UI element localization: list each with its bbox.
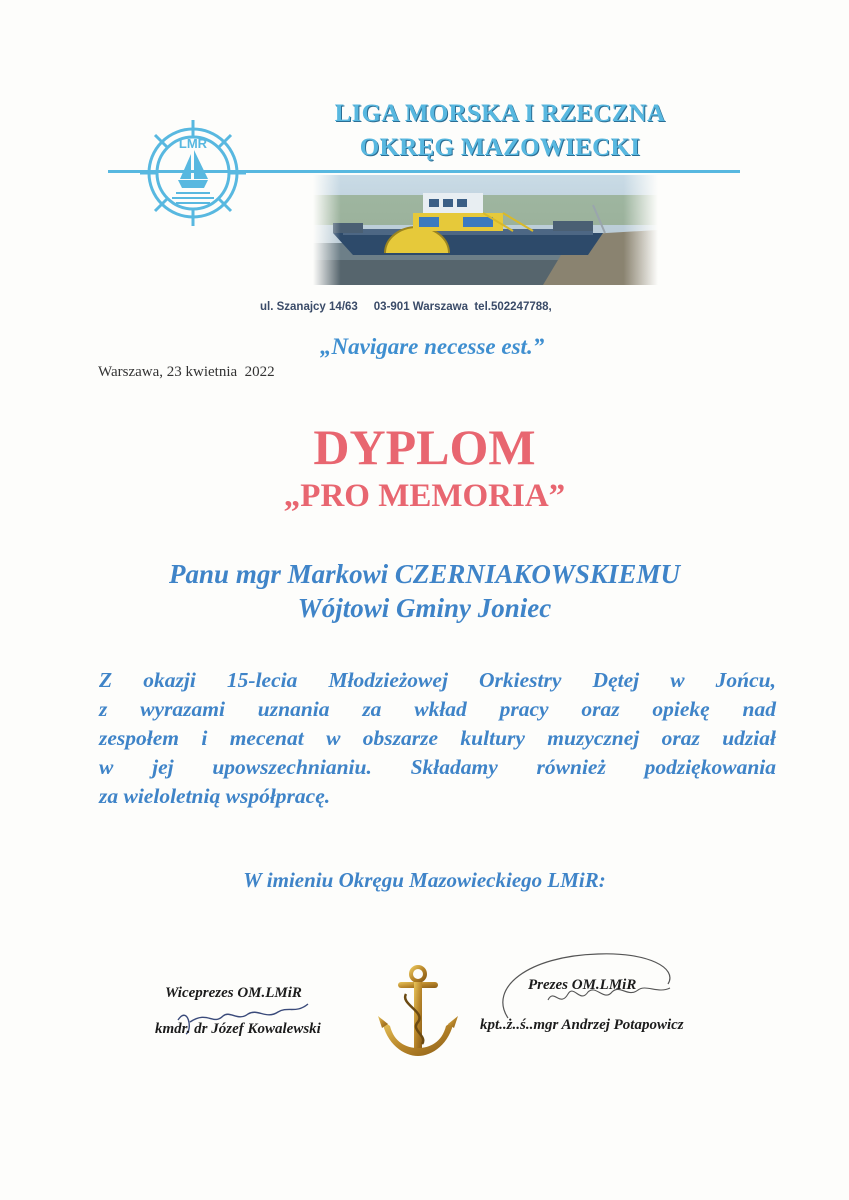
recipient-name: Panu mgr Markowi CZERNIAKOWSKIEMU bbox=[169, 559, 680, 589]
address: ul. Szanajcy 14/63 03-901 Warszawa tel.502247788, bbox=[260, 301, 552, 313]
golden-anchor-icon bbox=[376, 964, 460, 1064]
left-signature-role: Wiceprezes OM.LMiR bbox=[165, 985, 302, 1001]
body-line: z wyrazami uznania za wkład pracy oraz opiekę nad bbox=[99, 697, 776, 721]
diploma-body bbox=[99, 666, 776, 811]
ferry-photo bbox=[313, 175, 658, 285]
left-signature-name: kmdr. dr Józef Kowalewski bbox=[155, 1021, 321, 1037]
diploma-title: DYPLOM bbox=[313, 419, 536, 475]
lmr-ship-wheel-icon bbox=[138, 118, 248, 228]
logo-lettering: LMR bbox=[178, 136, 208, 151]
body-line: Z okazji 15-lecia Młodzieżowej Orkiestry Dętej w Jońcu, bbox=[99, 668, 776, 692]
body-line: w jej upowszechnianiu. Składamy również podziękowania bbox=[99, 755, 776, 779]
diploma-subtitle: „PRO MEMORIA” bbox=[283, 478, 566, 514]
org-name-line1: LIGA MORSKA I RZECZNA bbox=[334, 100, 666, 127]
motto: „Navigare necesse est.” bbox=[320, 334, 545, 359]
body-line: za wieloletnią współpracę. bbox=[99, 784, 331, 808]
on-behalf-line: W imieniu Okręgu Mazowieckiego LMiR: bbox=[243, 868, 606, 892]
org-name-line2: OKRĘG MAZOWIECKI bbox=[359, 134, 641, 161]
body-line: zespołem i mecenat w obszarze kultury muzycznej oraz udział bbox=[99, 726, 776, 750]
right-signature-name: kpt..ż..ś..mgr Andrzej Potapowicz bbox=[480, 1017, 684, 1033]
recipient-title: Wójtowi Gminy Joniec bbox=[297, 593, 552, 623]
right-signature-role: Prezes OM.LMiR bbox=[528, 977, 637, 993]
place-date: Warszawa, 23 kwietnia 2022 bbox=[98, 364, 275, 380]
